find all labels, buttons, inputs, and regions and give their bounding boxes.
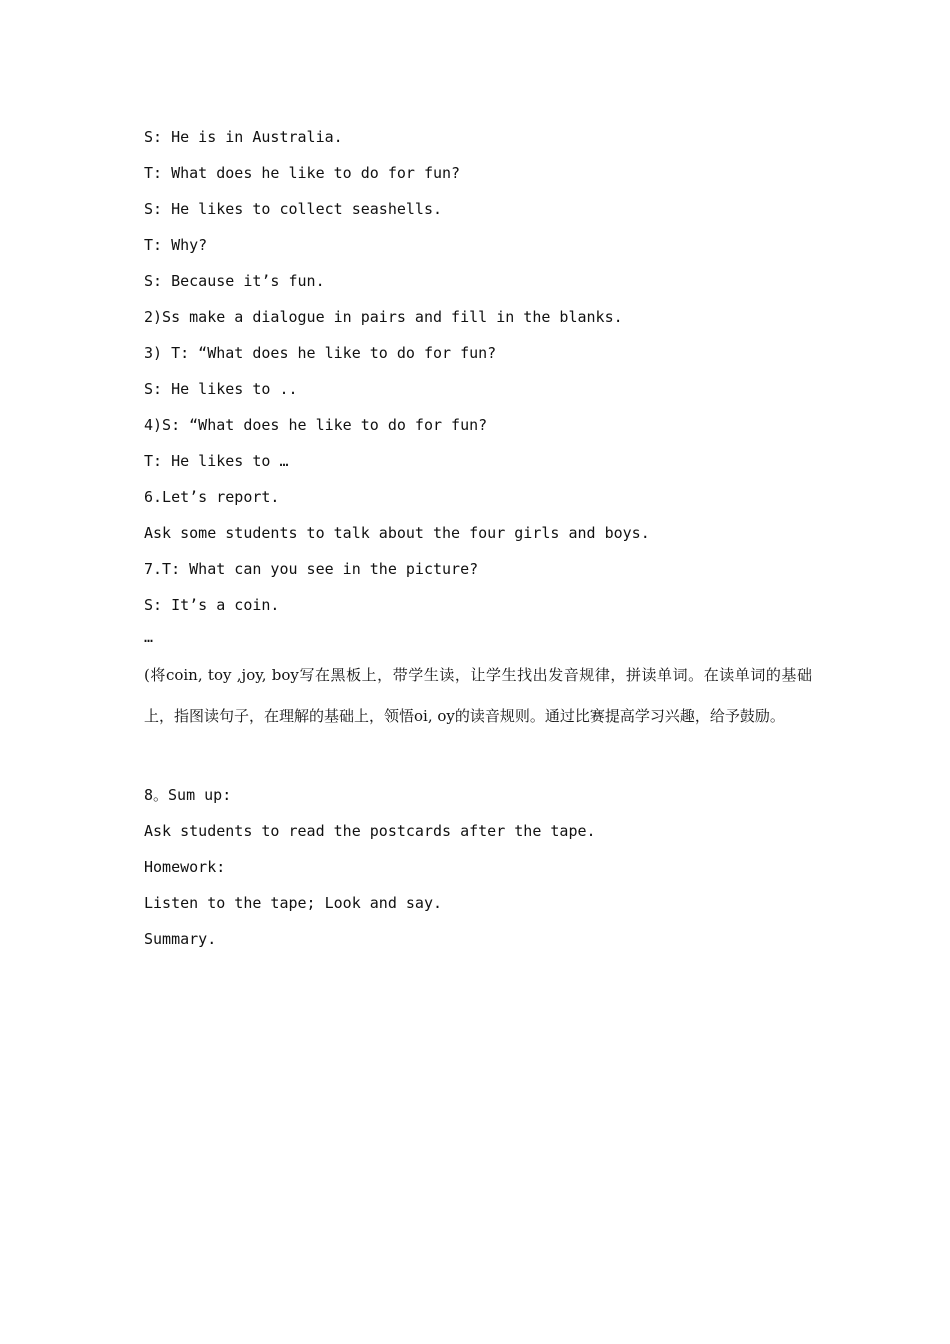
text-line: Ask students to read the postcards after the tape. bbox=[144, 822, 596, 840]
text-line: 4)S: “What does he like to do for fun? bbox=[144, 416, 488, 434]
text-line: Summary. bbox=[144, 930, 217, 948]
text-line: Listen to the tape; Look and say. bbox=[144, 894, 443, 912]
text-line: 7.T: What can you see in the picture? bbox=[144, 560, 479, 578]
text-line: Ask some students to talk about the four girls and boys. bbox=[144, 524, 650, 542]
text-line: Homework: bbox=[144, 858, 226, 876]
text-line: S: He is in Australia. bbox=[144, 128, 343, 146]
text-line: T: Why? bbox=[144, 236, 208, 254]
text-line: 2)Ss make a dialogue in pairs and fill in the blanks. bbox=[144, 308, 623, 326]
text-line: 6.Let’s report. bbox=[144, 488, 280, 506]
text-line: T: He likes to … bbox=[144, 452, 289, 470]
text-line: S: He likes to collect seashells. bbox=[144, 200, 443, 218]
text-line: T: What does he like to do for fun? bbox=[144, 164, 461, 182]
text-line: S: He likes to .. bbox=[144, 380, 298, 398]
text-line: S: It’s a coin. bbox=[144, 596, 280, 614]
text-line: S: Because it’s fun. bbox=[144, 272, 325, 290]
text-line: 8。Sum up: bbox=[144, 786, 232, 804]
text-line: 3) T: “What does he like to do for fun? bbox=[144, 344, 497, 362]
ellipsis-line: … bbox=[144, 628, 154, 646]
chinese-paragraph: (将coin, toy ,joy, boy写在黑板上，带学生读，让学生找出发音规律，拼读单词。在读单词的基础上，指图读句子，在理解的基础上，领悟oi, oy的读音规则。通过比赛提高学习兴趣，给予鼓励。 bbox=[144, 666, 812, 725]
